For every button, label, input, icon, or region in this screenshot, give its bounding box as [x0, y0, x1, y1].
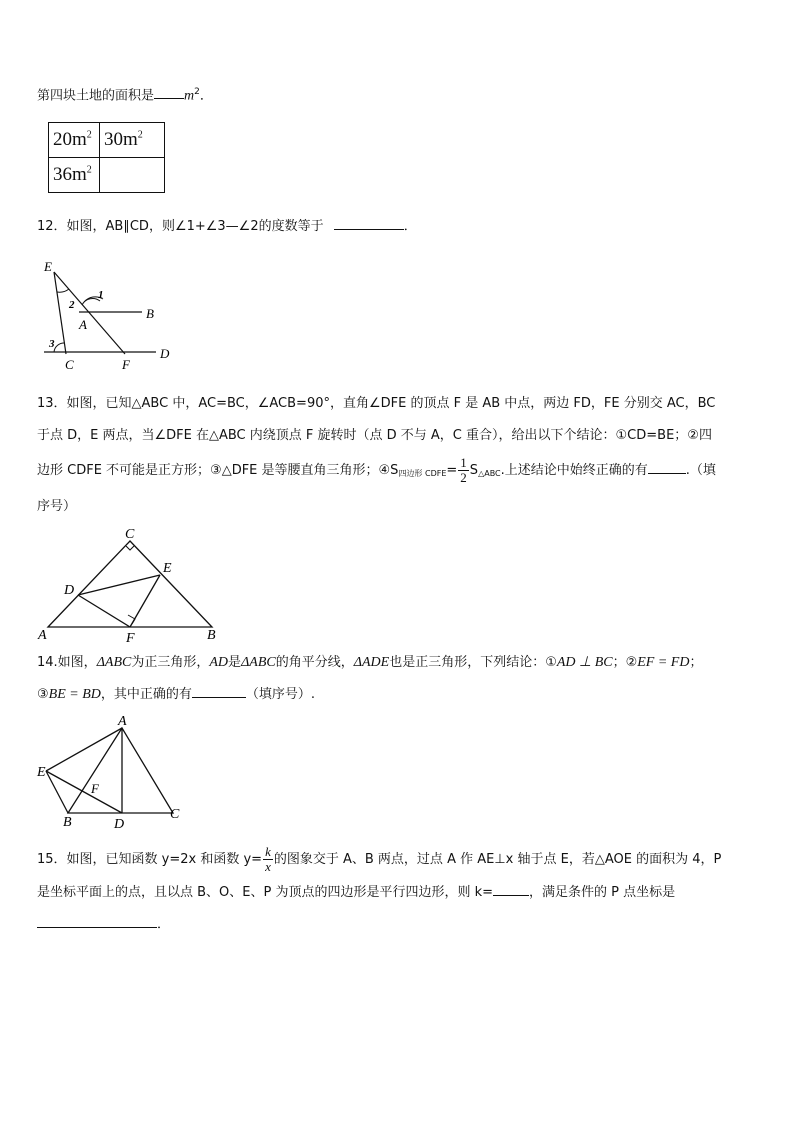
- fig12-label-3: 3: [49, 338, 55, 350]
- q11-answer-blank[interactable]: [154, 86, 184, 99]
- fig14-label-c: C: [170, 807, 180, 822]
- fig14-label-d: D: [114, 817, 125, 832]
- fig13-label-c: C: [125, 527, 135, 542]
- q14-line-1: 14.如图，ΔABC为正三角形，AD是ΔABC的角平分线，ΔADE也是正三角形，下列结论：①AD ⊥ BC；②EF = FD；: [37, 655, 703, 670]
- area-cell-4: [100, 158, 165, 193]
- q13-fraction: [458, 456, 469, 485]
- q14-tri-abc-1: ΔABC: [96, 655, 132, 670]
- fig12-arc-2: [57, 289, 69, 292]
- q14-answer-blank[interactable]: [192, 685, 246, 698]
- q13-text-3d: .（填: [685, 463, 716, 478]
- q13-frac-den: 2: [460, 470, 467, 485]
- fig12-label-2: 2: [69, 299, 75, 311]
- q14-tri-abc-2: ΔABC: [241, 655, 276, 670]
- q13-line-3: [37, 456, 716, 488]
- q13-eq: =: [446, 463, 458, 478]
- q12-answer-blank[interactable]: [334, 217, 404, 230]
- area-cell-2: $30m^2$: [100, 123, 165, 158]
- q13-text-3c: .上述结论中始终正确的有: [500, 463, 648, 478]
- fig12-label-d: D: [160, 346, 170, 361]
- fig12-label-f: F: [122, 357, 130, 372]
- fig12-label-e: E: [44, 259, 52, 274]
- fig13-label-b: B: [207, 628, 216, 643]
- fig12-label-c: C: [65, 357, 74, 372]
- q15-line-2: 是坐标平面上的点，且以点 B、O、E、P 为顶点的四边形是平行四边形，则 k= ，满足条件的 P 点坐标是: [37, 885, 676, 900]
- fig12-label-a: A: [79, 317, 87, 332]
- q14-tri-ade: ΔADE: [353, 655, 390, 670]
- q15-p-blank[interactable]: [37, 915, 157, 928]
- q12-end: ．: [403, 219, 417, 234]
- fig13-line-df: [78, 595, 130, 627]
- fig13-label-f: F: [126, 631, 135, 646]
- figure-13: [34, 522, 234, 646]
- q13-text-3b: S: [469, 463, 479, 478]
- fig14-label-a: A: [118, 714, 127, 729]
- fig14-label-b: B: [63, 815, 72, 830]
- q12-line: [37, 217, 417, 237]
- fig14-label-e: E: [37, 765, 46, 780]
- q14-line-2: ③BE = BD，其中正确的有 （填序号）.: [37, 687, 316, 702]
- q11-text: 第四块土地的面积是: [37, 88, 155, 104]
- fig13-label-d: D: [64, 583, 75, 598]
- q13-line-1: 13．如图，已知△ABC 中，AC=BC，∠ACB=90°，直角∠DFE 的顶点 F 是 AB 中点，两边 FD，FE 分别交 AC，BC: [37, 396, 716, 411]
- q15-k-blank[interactable]: [493, 883, 529, 896]
- fig12-label-b: B: [146, 306, 154, 321]
- q14-conclusion-2: EF = FD: [637, 655, 690, 670]
- fig14-line-ae: [46, 728, 122, 771]
- fig13-label-a: A: [38, 628, 47, 643]
- q13-text-3a: 边形 CDFE 不可能是正方形；③△DFE 是等腰直角三角形；④S: [37, 463, 399, 478]
- q15-frac-num: k: [265, 844, 271, 859]
- fig12-arc-3: [54, 343, 65, 352]
- q14-ad: AD: [209, 655, 229, 670]
- q12-text: 12．如图，AB∥CD，则∠1+∠3—∠2的度数等于: [37, 219, 324, 234]
- q13-line-4: 序号）: [37, 499, 77, 514]
- q15-line-3: ．: [37, 915, 170, 935]
- figure-12: [36, 255, 176, 375]
- q13-sub-abc: △ABC: [478, 469, 501, 478]
- fig13-right-angle-c: [126, 546, 134, 550]
- q11-end: ．: [199, 88, 213, 104]
- q14-conclusion-3: BE = BD: [48, 687, 101, 702]
- q11-unit: m: [184, 88, 195, 104]
- q13-answer-blank[interactable]: [648, 461, 686, 474]
- q15-line-1: 15．如图，已知函数 y=2x 和函数 y= $\frac{k}{x}$ 的图象交于 A、B 两点，过点 A 作 AE⊥x 轴于点 E，若△AOE 的面积为 4，P: [37, 844, 722, 874]
- q15-fraction: [263, 845, 273, 874]
- q11-unit-sup: 2: [194, 87, 200, 97]
- q15-frac-den: x: [265, 859, 271, 874]
- area-table: [48, 122, 165, 193]
- fig12-label-1: 1: [98, 289, 104, 301]
- q13-frac-num: 1: [460, 455, 467, 470]
- q11-line: [37, 82, 213, 106]
- figure-14: [34, 710, 194, 834]
- q13-line-2: 于点 D，E 两点，当∠DFE 在△ABC 内绕顶点 F 旋转时（点 D 不与 A，C 重合），给出以下个结论：①CD=BE；②四: [37, 428, 712, 443]
- area-cell-1: $20m^2$: [49, 123, 100, 158]
- fig13-line-de: [78, 575, 160, 595]
- fig14-triangle-abc: [68, 728, 173, 813]
- area-cell-3: $36m^2$: [49, 158, 100, 193]
- q13-sub-cdfe: 四边形 CDFE: [398, 469, 447, 478]
- q14-conclusion-1: AD ⊥ BC: [556, 655, 613, 670]
- fig14-label-f: F: [91, 781, 99, 796]
- fig13-label-e: E: [163, 561, 172, 576]
